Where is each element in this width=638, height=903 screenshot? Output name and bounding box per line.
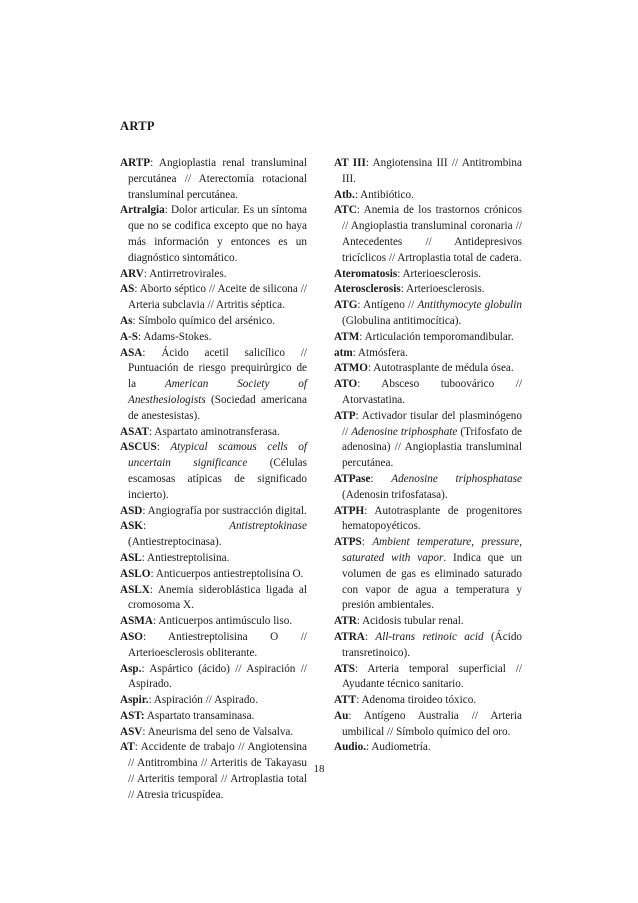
entry-text: (Antiestreptocinasa). — [128, 536, 222, 549]
entry-term: Asp. — [120, 662, 142, 675]
entry-text: : Arteria temporal superficial // Ayudante técnico sanitario. — [342, 662, 522, 691]
entry-term: Audio. — [334, 741, 367, 754]
entry-term: ASA — [120, 346, 143, 359]
entry-term: Aterosclerosis — [334, 283, 401, 296]
entry-text: : — [364, 630, 376, 643]
glossary-entry — [120, 725, 307, 741]
entry-text: (Células escamosas atípicas de significado incierto). — [128, 457, 307, 501]
entry-text: : Antiestreptolisina. — [141, 551, 230, 564]
entry-text: : Aspiración // Aspirado. — [148, 694, 258, 707]
entry-term: ARTP — [120, 157, 151, 169]
glossary-entry — [120, 314, 307, 330]
entry-text: : Audiometría. — [366, 741, 431, 754]
entry-text: (Adenosin trifosfatasa). — [342, 488, 448, 501]
entry-term: AST: — [120, 709, 145, 722]
entry-text: : Arterioesclerosis. — [397, 267, 482, 280]
entry-term: ASLO — [120, 567, 151, 580]
entry-term: ASCUS — [120, 441, 157, 454]
entry-text: : Adams-Stokes. — [138, 330, 212, 343]
entry-term: ATPH — [334, 504, 365, 517]
glossary-entry — [120, 440, 307, 503]
entry-italic-text: Adenosine triphosphatase — [391, 472, 522, 485]
entry-text: : Aspartato aminotransferasa. — [149, 425, 280, 438]
entry-text: : Antiestreptolisina O // Arterioesclerosis obliterante. — [128, 630, 307, 659]
glossary-entry — [334, 472, 522, 504]
entry-text: : Autotrasplante de médula ósea. — [367, 362, 514, 375]
glossary-entry — [334, 156, 522, 188]
entry-text: : Aborto séptico // Aceite de silicona // Arteria subclavia // Artritis séptica. — [128, 283, 307, 312]
entry-term: AT III — [334, 157, 366, 169]
entry-text: (Ácido transretinoico). — [342, 630, 523, 659]
entry-text: : Aspártico (ácido) // Aspiración // Aspirado. — [128, 662, 307, 691]
entry-text: : Aneurisma del seno de Valsalva. — [142, 725, 294, 738]
entry-term: ATC — [334, 204, 357, 217]
entry-text: (Sociedad americana de anestesistas). — [128, 393, 307, 422]
entry-text: : Angiotensina III // Antitrombina III. — [342, 157, 522, 185]
entry-term: ARV — [120, 267, 144, 280]
glossary-entry — [120, 346, 307, 425]
glossary-entry — [120, 156, 307, 203]
glossary-entry — [334, 535, 522, 614]
entry-term: AS — [120, 283, 135, 296]
entry-text: : Angiografía por sustracción digital. — [142, 504, 307, 517]
entry-term: A-S — [120, 330, 139, 343]
entry-italic-text: Ambient temperature, pressure, saturated with vapor — [342, 536, 522, 564]
glossary-entry — [120, 662, 307, 694]
entry-term: ASV — [120, 725, 143, 738]
running-header: ARTP — [120, 119, 155, 133]
entry-term: ATMO — [334, 362, 368, 375]
entry-text: : Dolor articular. Es un síntoma que no se codifica excepto que no haya más información y entonces es un diagnóstico sintomático. — [128, 204, 307, 264]
left-column — [120, 156, 307, 804]
entry-text: : Atmósfera. — [352, 346, 408, 359]
entry-italic-text: American Society of Anesthesiologists — [128, 378, 308, 406]
entry-term: ATM — [334, 330, 360, 343]
entry-term: AT — [120, 741, 135, 754]
glossary-entry — [334, 377, 522, 409]
entry-text: : Anemia sideroblástica ligada al cromosoma X. — [128, 583, 307, 612]
entry-term: ATPase — [334, 472, 371, 485]
entry-term: ATRA — [334, 630, 365, 643]
glossary-entry — [334, 614, 522, 630]
glossary-entry — [334, 282, 522, 298]
entry-term: ATR — [334, 615, 357, 628]
entry-text: : Absceso tuboovárico // Atorvastatina. — [342, 378, 522, 406]
entry-text: : — [156, 441, 171, 454]
entry-term: ASD — [120, 504, 143, 517]
glossary-entry — [120, 425, 307, 441]
glossary-entry — [334, 693, 522, 709]
glossary-entry — [120, 504, 307, 520]
entry-term: atm — [334, 346, 353, 359]
entry-term: Aspir. — [120, 694, 149, 707]
entry-text: : Antígeno // — [357, 299, 418, 312]
entry-text: (Trifosfato de adenosina) // Angioplastia transluminal percutánea. — [342, 425, 523, 470]
glossary-entry — [334, 203, 522, 266]
entry-term: As — [120, 314, 133, 327]
entry-text: (Globulina antitimocítica). — [342, 314, 462, 327]
entry-term: ATO — [334, 378, 358, 391]
glossary-entry — [120, 330, 307, 346]
entry-term: ATP — [334, 409, 356, 422]
entry-term: Atb. — [334, 188, 355, 201]
entry-text: : Antígeno Australia // Arteria umbilical // Símbolo químico del oro. — [342, 709, 522, 738]
entry-italic-text: Antithymocyte globulin — [417, 299, 522, 312]
glossary-entry — [120, 551, 307, 567]
entry-text: : Acidosis tubular renal. — [356, 615, 464, 628]
entry-term: ASL — [120, 551, 142, 564]
entry-text: : Angioplastia renal transluminal percutánea // Aterectomía rotacional transluminal percutánea. — [128, 157, 307, 201]
glossary-entry — [334, 346, 522, 362]
page-number: 18 — [313, 763, 325, 775]
glossary-entry — [334, 409, 522, 472]
entry-text: : Arterioesclerosis. — [400, 283, 485, 296]
entry-text: : — [143, 520, 230, 533]
glossary-entry — [120, 203, 307, 266]
glossary-entry — [334, 709, 522, 741]
entry-italic-text: Atypical scamous cells of uncertain significance — [128, 441, 307, 470]
entry-term: ATPS — [334, 536, 362, 549]
glossary-entry — [334, 630, 522, 662]
glossary-entry — [334, 740, 522, 756]
entry-italic-text: All-trans retinoic acid — [375, 630, 484, 643]
glossary-entry — [120, 693, 307, 709]
entry-text: Aspartato transaminasa. — [144, 709, 255, 722]
glossary-entry — [334, 662, 522, 694]
glossary-entry — [120, 583, 307, 615]
entry-term: Ateromatosis — [334, 267, 398, 280]
glossary-entry — [120, 519, 307, 551]
right-column — [334, 156, 522, 756]
glossary-entry — [120, 614, 307, 630]
entry-text: : Anticuerpos antiestreptolisina O. — [150, 567, 304, 580]
entry-text: : Adenoma tiroideo tóxico. — [356, 694, 477, 707]
glossary-entry — [334, 361, 522, 377]
entry-term: ASMA — [120, 615, 153, 628]
entry-text: : Símbolo químico del arsénico. — [132, 314, 276, 327]
entry-text: : Anticuerpos antimúsculo liso. — [152, 615, 293, 628]
entry-text: : — [361, 536, 373, 549]
entry-term: ATS — [334, 662, 355, 675]
entry-text: : — [370, 472, 392, 485]
entry-text: : Articulación temporomandibular. — [359, 330, 514, 343]
glossary-entry — [120, 282, 307, 314]
glossary-entry — [120, 567, 307, 583]
entry-term: ASO — [120, 630, 144, 643]
glossary-entry — [334, 298, 522, 330]
entry-text: : Ácido acetil salicílico // Puntuación de riesgo prequirúrgico de la — [128, 346, 307, 391]
entry-text: : Autotrasplante de progenitores hematopoyéticos. — [342, 504, 522, 533]
entry-italic-text: Antistreptokinase — [229, 520, 307, 533]
glossary-entry — [334, 188, 522, 204]
entry-term: Artralgia — [120, 204, 165, 217]
entry-text: : Antibiótico. — [354, 188, 414, 201]
entry-term: ASLX — [120, 583, 150, 596]
entry-term: Au — [334, 709, 349, 722]
glossary-entry — [120, 709, 307, 725]
entry-term: ATG — [334, 299, 358, 312]
glossary-entry — [334, 504, 522, 536]
entry-italic-text: Adenosine triphosphate — [351, 425, 458, 438]
entry-text: : Accidente de trabajo // Angiotensina // Antitrombina // Arteritis de Takayasu // Arteritis temporal // Artroplastia total // Atresia tricuspídea. — [128, 741, 307, 801]
entry-term: ASK — [120, 520, 144, 533]
entry-text: : Activador tisular del plasminógeno // — [342, 409, 522, 438]
glossary-entry — [120, 267, 307, 283]
glossary-entry — [120, 630, 307, 662]
glossary-entry — [334, 330, 522, 346]
entry-text: : Antirretrovirales. — [143, 267, 227, 280]
entry-term: ASAT — [120, 425, 150, 438]
entry-term: ATT — [334, 694, 357, 707]
glossary-entry — [334, 267, 522, 283]
entry-text: : Anemia de los trastornos crónicos // Angioplastia transluminal coronaria // Antecedentes // Antidepresivos tricíclicos // Artroplastia total de cadera. — [342, 204, 522, 264]
entry-text: . Indica que un volumen de gas es eliminado saturado con vapor de agua a temperatura y presión ambientales. — [342, 551, 522, 612]
